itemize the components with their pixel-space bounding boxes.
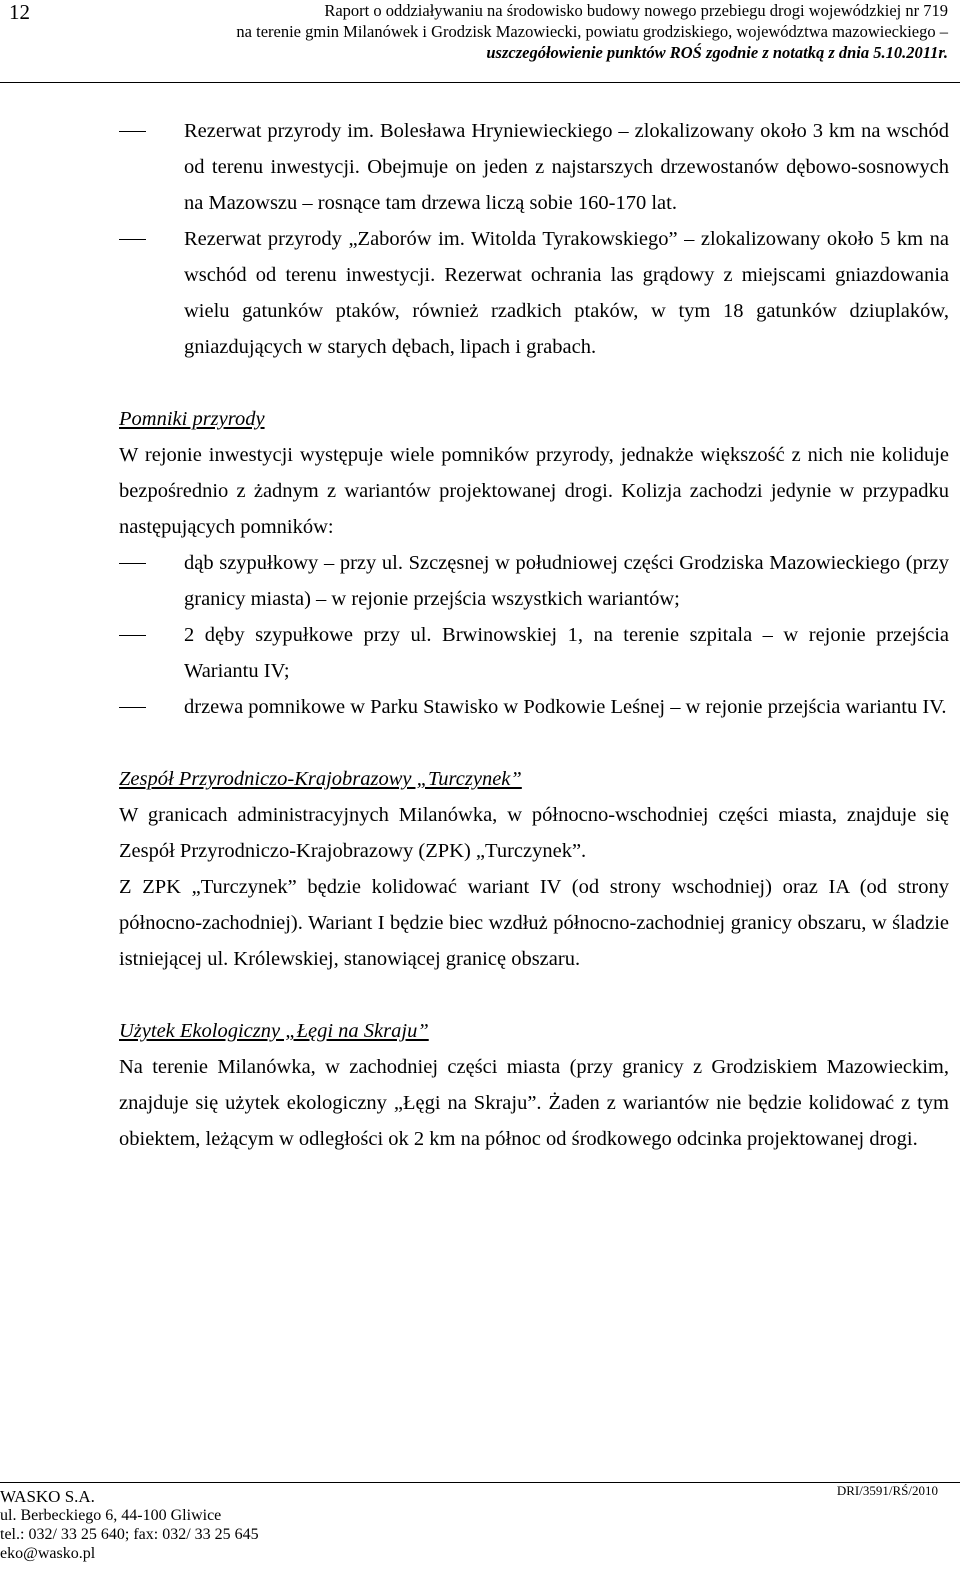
list-item: Rezerwat przyrody „Zaborów im. Witolda Tyrakowskiego” – zlokalizowany około 5 km na wschód od terenu inwestycji. Rezerwat ochrania las grądowy z miejscami gniazdowania wielu gatunków ptaków, również rzadkich ptaków, w tym 18 gatunków dziuplaków, gniazdujących w starych dębach, lipach i grabach. <box>119 221 949 365</box>
footer-address: ul. Berbeckiego 6, 44-100 Gliwice <box>0 1507 222 1524</box>
list-item: Rezerwat przyrody im. Bolesława Hryniewieckiego – zlokalizowany około 3 km na wschód od terenu inwestycji. Obejmuje on jeden z najstarszych drzewostanów dębowo-sosnowych na Mazowszu – rosnące tam drzewa liczą sobie 160-170 lat. <box>119 113 949 221</box>
section-title-monuments: Pomniki przyrody <box>119 408 265 430</box>
footer-divider <box>0 1482 960 1483</box>
list-item: drzewa pomnikowe w Parku Stawisko w Podkowie Leśnej – w rejonie przejścia wariantu IV. <box>119 689 949 725</box>
section-title-uzytek: Użytek Ekologiczny „Łęgi na Skraju” <box>119 1020 429 1042</box>
document-body <box>119 113 949 1157</box>
monuments-intro: W rejonie inwestycji występuje wiele pomników przyrody, jednakże większość z nich nie koliduje bezpośrednio z żadnym z wariantów projektowanej drogi. Kolizja zachodzi jedynie w przypadku następujących pomników: <box>119 444 949 538</box>
header-line-1: Raport o oddziaływaniu na środowisko budowy nowego przebiegu drogi wojewódzkiej nr 719 <box>324 1 948 20</box>
footer-phone: tel.: 032/ 33 25 640; fax: 032/ 33 25 645 <box>0 1526 259 1543</box>
footer-contact <box>0 1487 259 1563</box>
section-title-zpk: Zespół Przyrodniczo-Krajobrazowy „Turczynek” <box>119 768 522 790</box>
footer-email: eko@wasko.pl <box>0 1545 96 1562</box>
page-number: 12 <box>9 0 30 24</box>
zpk-paragraph-2: Z ZPK „Turczynek” będzie kolidować wariant IV (od strony wschodniej) oraz IA (od strony północno-zachodniej). Wariant I będzie biec wzdłuż północno-zachodniej granicy obszaru, w śladzie istniejącej ul. Królewskiej, stanowiącej granicę obszaru. <box>119 876 949 970</box>
monuments-list <box>119 545 949 725</box>
page-header <box>148 0 948 63</box>
zpk-paragraph-1: W granicach administracyjnych Milanówka, w północno-wschodniej części miasta, znajduje się Zespół Przyrodniczo-Krajobrazowy (ZPK) „Turczynek”. <box>119 804 949 862</box>
uzytek-paragraph: Na terenie Milanówka, w zachodniej części miasta (przy granicy z Grodziskiem Mazowieckim, znajduje się użytek ekologiczny „Łęgi na Skraju”. Żaden z wariantów nie będzie kolidować z tym obiektem, leżącym w odległości ok 2 km na północ od środkowego odcinka projektowanej drogi. <box>119 1056 949 1150</box>
footer-company: WASKO S.A. <box>0 1487 95 1506</box>
reserves-list <box>119 113 949 365</box>
header-line-3: uszczegółowienie punktów ROŚ zgodnie z notatką z dnia 5.10.2011r. <box>486 43 948 62</box>
list-item: dąb szypułkowy – przy ul. Szczęsnej w południowej części Grodziska Mazowieckiego (przy granicy miasta) – w rejonie przejścia wszystkich wariantów; <box>119 545 949 617</box>
header-divider <box>0 82 960 83</box>
list-item: 2 dęby szypułkowe przy ul. Brwinowskiej 1, na terenie szpitala – w rejonie przejścia Wariantu IV; <box>119 617 949 689</box>
footer-doc-ref: DRI/3591/RŚ/2010 <box>836 1483 938 1498</box>
header-line-2: na terenie gmin Milanówek i Grodzisk Mazowiecki, powiatu grodziskiego, województwa mazowieckiego – <box>236 22 948 41</box>
